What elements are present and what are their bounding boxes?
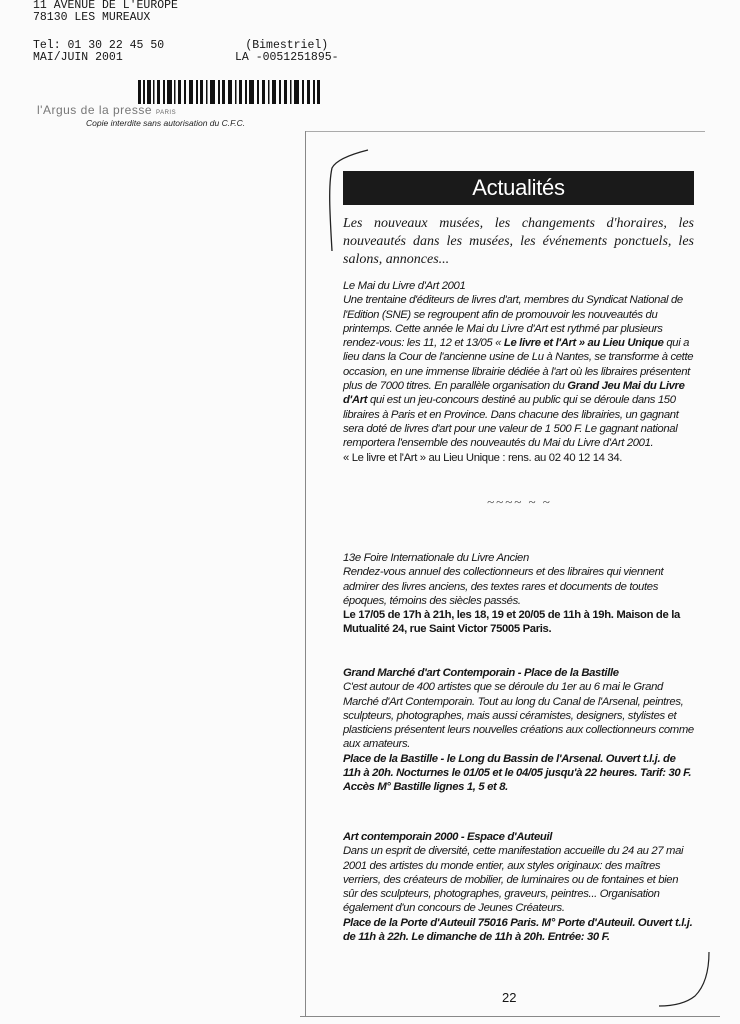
intro-text: Les nouveaux musées, les changements d'horaires, les nouveautés dans les musées, les événements ponctuels, les salons, annonces...: [343, 216, 694, 267]
article-info: Place de la Bastille - le Long du Bassin de l'Arsenal. Ouvert t.l.j. de 11h à 20h. Nocturnes le 01/05 et le 04/05 jusqu'à 22 heures. Tarif: 30 F. Accès M° Bastille lignes 1, 5 et 8.: [343, 752, 692, 794]
contact-block: [33, 40, 164, 64]
article-body-part-3: qui est un jeu-concours destiné au public qui se déroule dans 150 libraires à Paris et en Province. Dans chacune des librairies, un gagnant sera doté de livres d'art pour une valeur de 1 500 F. Le gagnant national remportera l'ensemble des nouveautés du Mai du Livre d'Art 2001.: [343, 394, 679, 450]
article-body: [343, 293, 695, 450]
article-title: Grand Marché d'art Contemporain - Place de la Bastille: [343, 667, 619, 679]
article-title: 13e Foire Internationale du Livre Ancien: [343, 552, 529, 564]
argus-city: PARIS: [156, 110, 177, 116]
argus-logo: [37, 103, 176, 117]
publisher-address: [33, 0, 178, 24]
article-info: Le 17/05 de 17h à 21h, les 18, 19 et 20/05 de 11h à 19h. Maison de la Mutualité 24, rue Saint Victor 75005 Paris.: [343, 609, 680, 636]
article-highlight-2: Grand Jeu Mai du Livre d'Art: [343, 380, 685, 407]
article-body-part-2: qui a lieu dans la Cour de l'ancienne usine de Lu à Nantes, se transforme à cette occasion, en une immense librairie dédiée à l'art où les libraires présentent plus de 7000 titres. En parallèle organisation du: [343, 337, 694, 393]
reference-number: LA -0051251895-: [235, 51, 339, 64]
issue-date: MAI/JUIN 2001: [33, 51, 123, 64]
article-espace-auteuil: [343, 830, 695, 944]
article-title: Art contemporain 2000 - Espace d'Auteuil: [343, 831, 553, 843]
article-mai-du-livre: [343, 279, 695, 465]
frequency-block: [235, 40, 339, 64]
handwritten-annotation: ~~~~ ~ ~: [487, 494, 552, 509]
article-highlight-1: Le livre et l'Art » au Lieu Unique: [503, 337, 664, 350]
article-info: Place de la Porte d'Auteuil 75016 Paris. M° Porte d'Auteuil. Ouvert t.l.j. de 11h à 22h. Le dimanche de 11h à 20h. Entrée: 30 F.: [343, 916, 693, 944]
article-title: Le Mai du Livre d'Art 2001: [343, 280, 466, 292]
section-title-bar: Actualités: [343, 171, 694, 205]
copy-notice: Copie interdite sans autorisation du C.F.C.: [86, 118, 246, 128]
argus-name: l'Argus de la presse: [37, 103, 153, 117]
top-divider: [305, 131, 705, 132]
page-number: 22: [502, 990, 517, 1005]
bottom-divider: [300, 1016, 720, 1017]
article-grand-marche: [343, 666, 695, 795]
article-contact: « Le livre et l'Art » au Lieu Unique : rens. au 02 40 12 14 34.: [343, 451, 623, 464]
article-body: Dans un esprit de diversité, cette manifestation accueille du 24 au 27 mai 2001 des artistes du monde entier, aux styles originaux: des maîtres verriers, des créateurs de mobilier, de luminaires ou de fontaines et bien sûr des sculpteurs, photographes, graveurs, peintres... Organisation également d'un concours de Jeunes Créateurs.: [343, 845, 684, 915]
corner-mark-bottom: [655, 950, 715, 1010]
barcode-image: [138, 80, 320, 104]
address-line-1: 11 AVENUE DE L'EUROPE: [33, 0, 178, 12]
article-foire-livre-ancien: [343, 551, 695, 637]
address-line-2: 78130 LES MUREAUX: [33, 11, 151, 24]
article-body: Rendez-vous annuel des collectionneurs et des libraires qui viennent admirer des livres anciens, des textes rares et documents de toutes époques, témoins des siècles passés.: [343, 566, 664, 607]
article-body-part-1: Une trentaine d'éditeurs de livres d'art, membres du Syndicat National de l'Edition (SNE) se regroupent afin de promouvoir les nouveautés du printemps. Cette année le Mai du Livre d'Art est rythmé par plusieurs rendez-vous: les 11, 12 et 13/05 «: [343, 294, 683, 350]
column-left-border: [305, 131, 306, 1016]
article-body: C'est autour de 400 artistes que se déroule du 1er au 6 mai le Grand Marché d'Art Contemporain. Tout au long du Canal de l'Arsenal, peintres, sculpteurs, photographes, mais aussi céramistes, designers, stylistes et plasticiens présentent leurs nouvelles créations aux collectionneurs comme aux amateurs.: [343, 681, 694, 751]
frequency: (Bimestriel): [245, 39, 329, 52]
telephone: Tel: 01 30 22 45 50: [33, 39, 165, 52]
